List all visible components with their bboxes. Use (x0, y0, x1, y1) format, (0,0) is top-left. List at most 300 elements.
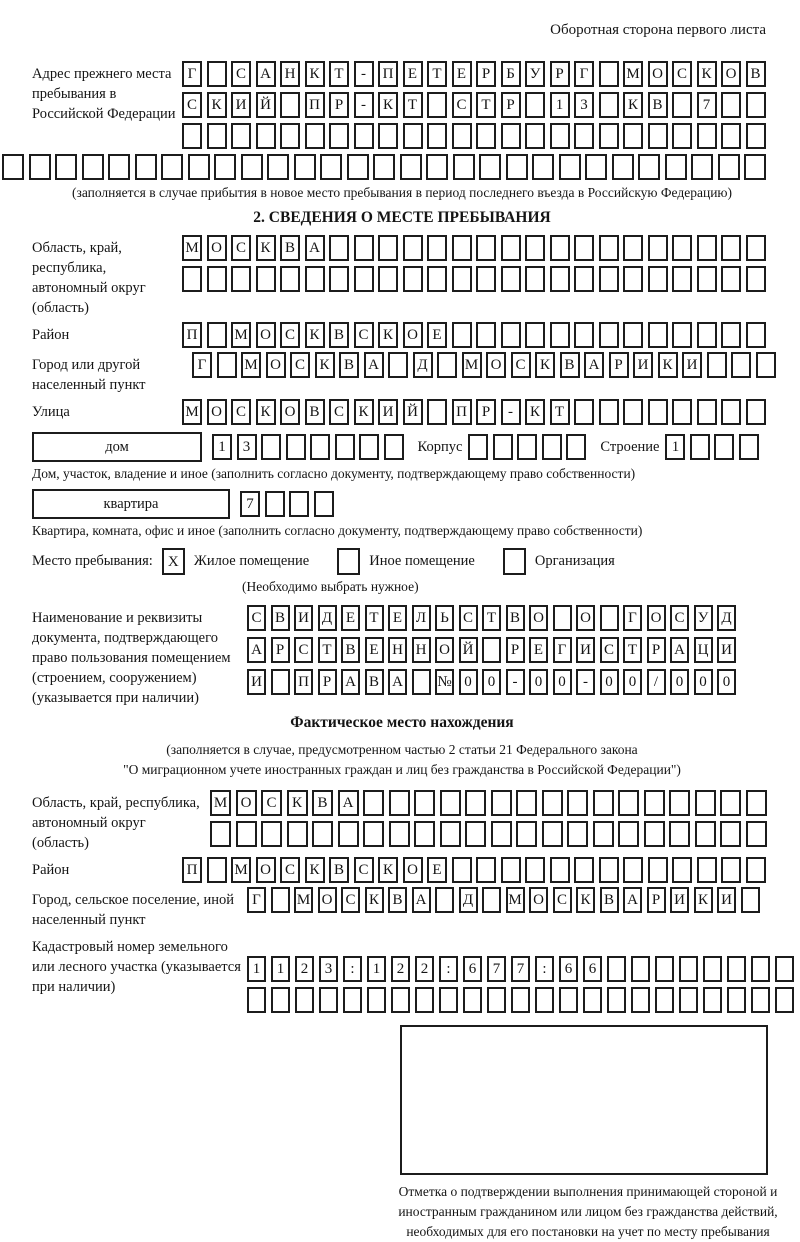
char-box[interactable]: П (182, 857, 202, 883)
char-box[interactable] (329, 235, 349, 261)
char-box[interactable] (599, 123, 619, 149)
char-box[interactable]: А (388, 669, 407, 695)
char-box[interactable] (487, 987, 506, 1013)
char-box[interactable] (721, 235, 741, 261)
char-box[interactable]: Г (182, 61, 202, 87)
char-box[interactable] (691, 154, 713, 180)
char-box[interactable]: Н (388, 637, 407, 663)
char-box[interactable] (452, 266, 472, 292)
char-box[interactable] (775, 956, 794, 982)
char-box[interactable]: : (439, 956, 458, 982)
char-box[interactable] (623, 266, 643, 292)
char-box[interactable] (599, 92, 619, 118)
char-box[interactable] (623, 123, 643, 149)
char-box[interactable]: С (231, 61, 251, 87)
char-box[interactable] (550, 322, 570, 348)
char-box[interactable] (525, 92, 545, 118)
char-box[interactable] (476, 322, 496, 348)
char-box[interactable] (207, 266, 227, 292)
char-box[interactable]: М (182, 235, 202, 261)
char-box[interactable] (427, 92, 447, 118)
char-box[interactable]: В (339, 352, 359, 378)
char-box[interactable]: Н (412, 637, 431, 663)
char-box[interactable] (669, 790, 690, 816)
char-box[interactable]: О (280, 399, 300, 425)
char-box[interactable] (559, 154, 581, 180)
char-box[interactable]: К (256, 235, 276, 261)
char-box[interactable]: О (236, 790, 257, 816)
char-box[interactable] (746, 92, 766, 118)
char-box[interactable] (714, 434, 734, 460)
char-box[interactable]: В (365, 669, 384, 695)
char-box[interactable] (493, 434, 513, 460)
char-box[interactable] (427, 235, 447, 261)
char-box[interactable] (721, 92, 741, 118)
char-box[interactable] (583, 987, 602, 1013)
char-box[interactable] (476, 857, 496, 883)
char-box[interactable]: Р (318, 669, 337, 695)
char-box[interactable] (690, 434, 710, 460)
char-box[interactable] (746, 821, 767, 847)
char-box[interactable] (378, 123, 398, 149)
char-box[interactable]: Б (501, 61, 521, 87)
char-box[interactable] (535, 987, 554, 1013)
char-box[interactable] (388, 352, 408, 378)
char-box[interactable]: К (525, 399, 545, 425)
char-box[interactable]: 0 (623, 669, 642, 695)
char-box[interactable] (412, 669, 431, 695)
char-box[interactable] (607, 956, 626, 982)
char-box[interactable] (403, 235, 423, 261)
char-box[interactable] (363, 821, 384, 847)
char-box[interactable]: Т (550, 399, 570, 425)
char-box[interactable] (354, 235, 374, 261)
char-box[interactable] (525, 123, 545, 149)
char-box[interactable]: О (207, 399, 227, 425)
char-box[interactable] (672, 857, 692, 883)
char-box[interactable]: 7 (240, 491, 260, 517)
char-box[interactable]: С (294, 637, 313, 663)
char-box[interactable]: С (670, 605, 689, 631)
char-box[interactable] (746, 790, 767, 816)
char-box[interactable] (482, 637, 501, 663)
char-box[interactable]: Г (553, 637, 572, 663)
char-box[interactable] (648, 123, 668, 149)
char-box[interactable] (29, 154, 51, 180)
char-box[interactable]: О (529, 887, 548, 913)
char-box[interactable]: В (271, 605, 290, 631)
char-box[interactable]: О (256, 322, 276, 348)
char-box[interactable] (476, 235, 496, 261)
char-box[interactable] (501, 123, 521, 149)
char-box[interactable]: К (623, 92, 643, 118)
char-box[interactable]: А (623, 887, 642, 913)
char-box[interactable] (256, 123, 276, 149)
char-box[interactable]: - (354, 92, 374, 118)
char-box[interactable]: Д (318, 605, 337, 631)
char-box[interactable] (721, 123, 741, 149)
char-box[interactable]: С (182, 92, 202, 118)
char-box[interactable] (400, 154, 422, 180)
char-box[interactable] (403, 266, 423, 292)
char-box[interactable] (623, 399, 643, 425)
char-box[interactable] (542, 821, 563, 847)
char-box[interactable] (435, 887, 454, 913)
char-box[interactable] (389, 821, 410, 847)
char-box[interactable]: О (256, 857, 276, 883)
char-box[interactable] (2, 154, 24, 180)
char-box[interactable]: К (305, 322, 325, 348)
char-box[interactable] (672, 235, 692, 261)
char-box[interactable] (415, 987, 434, 1013)
char-box[interactable] (439, 987, 458, 1013)
char-box[interactable]: Ц (694, 637, 713, 663)
char-box[interactable] (648, 857, 668, 883)
char-box[interactable]: Е (427, 322, 447, 348)
char-box[interactable]: М (294, 887, 313, 913)
char-box[interactable]: С (261, 790, 282, 816)
char-box[interactable] (491, 790, 512, 816)
char-box[interactable]: С (280, 322, 300, 348)
char-box[interactable]: И (633, 352, 653, 378)
char-box[interactable]: Г (623, 605, 642, 631)
char-box[interactable]: М (623, 61, 643, 87)
char-box[interactable] (697, 399, 717, 425)
char-box[interactable] (672, 322, 692, 348)
char-box[interactable] (476, 123, 496, 149)
char-box[interactable]: А (247, 637, 266, 663)
char-box[interactable]: - (501, 399, 521, 425)
char-box[interactable] (648, 399, 668, 425)
char-box[interactable] (648, 235, 668, 261)
char-box[interactable]: 0 (553, 669, 572, 695)
char-box[interactable]: Р (647, 637, 666, 663)
char-box[interactable] (217, 352, 237, 378)
char-box[interactable] (517, 434, 537, 460)
char-box[interactable]: К (256, 399, 276, 425)
char-box[interactable]: И (294, 605, 313, 631)
char-box[interactable] (182, 266, 202, 292)
char-box[interactable]: Р (647, 887, 666, 913)
char-box[interactable] (363, 790, 384, 816)
char-box[interactable] (465, 790, 486, 816)
char-box[interactable]: О (266, 352, 286, 378)
char-box[interactable]: Д (413, 352, 433, 378)
char-box[interactable]: К (287, 790, 308, 816)
char-box[interactable]: И (717, 637, 736, 663)
char-box[interactable] (599, 235, 619, 261)
char-box[interactable] (501, 266, 521, 292)
char-box[interactable]: К (305, 61, 325, 87)
char-box[interactable]: С (280, 857, 300, 883)
char-box[interactable]: К (697, 61, 717, 87)
char-box[interactable]: 0 (600, 669, 619, 695)
char-box[interactable] (256, 266, 276, 292)
char-box[interactable]: Т (403, 92, 423, 118)
char-box[interactable] (574, 266, 594, 292)
char-box[interactable]: Е (427, 857, 447, 883)
char-box[interactable]: В (341, 637, 360, 663)
char-box[interactable]: 0 (529, 669, 548, 695)
char-box[interactable] (727, 987, 746, 1013)
char-box[interactable]: 6 (583, 956, 602, 982)
char-box[interactable]: В (329, 857, 349, 883)
char-box[interactable]: К (365, 887, 384, 913)
char-box[interactable]: С (290, 352, 310, 378)
char-box[interactable] (644, 790, 665, 816)
char-box[interactable]: А (305, 235, 325, 261)
char-box[interactable] (665, 154, 687, 180)
char-box[interactable]: М (210, 790, 231, 816)
char-box[interactable]: М (231, 322, 251, 348)
char-box[interactable] (329, 266, 349, 292)
char-box[interactable]: 2 (391, 956, 410, 982)
char-box[interactable] (440, 790, 461, 816)
char-box[interactable] (566, 434, 586, 460)
char-box[interactable] (182, 123, 202, 149)
char-box[interactable] (585, 154, 607, 180)
char-box[interactable]: Т (427, 61, 447, 87)
char-box[interactable]: У (694, 605, 713, 631)
char-box[interactable] (280, 92, 300, 118)
char-box[interactable] (289, 491, 309, 517)
char-box[interactable] (550, 266, 570, 292)
char-box[interactable] (236, 821, 257, 847)
char-box[interactable] (378, 266, 398, 292)
char-box[interactable] (479, 154, 501, 180)
checkbox-residential[interactable]: X (162, 548, 185, 575)
char-box[interactable]: Р (609, 352, 629, 378)
char-box[interactable]: И (682, 352, 702, 378)
char-box[interactable]: О (435, 637, 454, 663)
char-box[interactable]: И (231, 92, 251, 118)
char-box[interactable] (305, 266, 325, 292)
char-box[interactable] (559, 987, 578, 1013)
char-box[interactable]: Е (403, 61, 423, 87)
char-box[interactable] (294, 154, 316, 180)
char-box[interactable] (403, 123, 423, 149)
char-box[interactable]: 0 (459, 669, 478, 695)
char-box[interactable] (553, 605, 572, 631)
char-box[interactable] (623, 857, 643, 883)
char-box[interactable] (679, 987, 698, 1013)
char-box[interactable]: М (231, 857, 251, 883)
char-box[interactable]: Р (476, 61, 496, 87)
char-box[interactable]: Р (506, 637, 525, 663)
char-box[interactable] (618, 790, 639, 816)
char-box[interactable] (751, 987, 770, 1013)
char-box[interactable] (672, 266, 692, 292)
char-box[interactable]: Р (271, 637, 290, 663)
char-box[interactable]: В (329, 322, 349, 348)
char-box[interactable]: Н (280, 61, 300, 87)
char-box[interactable] (305, 123, 325, 149)
char-box[interactable] (751, 956, 770, 982)
char-box[interactable]: И (717, 887, 736, 913)
char-box[interactable] (271, 887, 290, 913)
char-box[interactable] (452, 857, 472, 883)
char-box[interactable]: 0 (670, 669, 689, 695)
char-box[interactable] (731, 352, 751, 378)
char-box[interactable]: М (462, 352, 482, 378)
char-box[interactable] (746, 857, 766, 883)
char-box[interactable] (427, 399, 447, 425)
char-box[interactable] (465, 821, 486, 847)
char-box[interactable] (286, 434, 306, 460)
char-box[interactable]: И (576, 637, 595, 663)
char-box[interactable]: 7 (487, 956, 506, 982)
char-box[interactable]: С (672, 61, 692, 87)
char-box[interactable] (280, 266, 300, 292)
char-box[interactable]: С (354, 857, 374, 883)
char-box[interactable] (261, 821, 282, 847)
char-box[interactable] (335, 434, 355, 460)
char-box[interactable] (265, 491, 285, 517)
char-box[interactable] (741, 887, 760, 913)
char-box[interactable]: С (459, 605, 478, 631)
char-box[interactable] (672, 92, 692, 118)
char-box[interactable]: Е (365, 637, 384, 663)
char-box[interactable] (414, 821, 435, 847)
char-box[interactable] (501, 322, 521, 348)
char-box[interactable] (697, 857, 717, 883)
char-box[interactable]: И (378, 399, 398, 425)
char-box[interactable]: Ь (435, 605, 454, 631)
char-box[interactable] (655, 956, 674, 982)
char-box[interactable]: С (511, 352, 531, 378)
char-box[interactable] (338, 821, 359, 847)
char-box[interactable] (655, 987, 674, 1013)
char-box[interactable]: Т (476, 92, 496, 118)
char-box[interactable] (440, 821, 461, 847)
char-box[interactable] (525, 322, 545, 348)
char-box[interactable] (623, 322, 643, 348)
char-box[interactable]: О (648, 61, 668, 87)
char-box[interactable] (427, 266, 447, 292)
char-box[interactable]: 2 (415, 956, 434, 982)
char-box[interactable] (574, 399, 594, 425)
char-box[interactable] (287, 821, 308, 847)
char-box[interactable] (516, 821, 537, 847)
char-box[interactable] (574, 123, 594, 149)
char-box[interactable]: О (529, 605, 548, 631)
char-box[interactable]: П (294, 669, 313, 695)
char-box[interactable]: С (354, 322, 374, 348)
char-box[interactable] (384, 434, 404, 460)
char-box[interactable] (241, 154, 263, 180)
char-box[interactable] (310, 434, 330, 460)
char-box[interactable]: К (535, 352, 555, 378)
char-box[interactable] (746, 322, 766, 348)
char-box[interactable] (720, 790, 741, 816)
char-box[interactable]: М (182, 399, 202, 425)
char-box[interactable] (188, 154, 210, 180)
char-box[interactable]: О (486, 352, 506, 378)
char-box[interactable]: Г (192, 352, 212, 378)
char-box[interactable] (55, 154, 77, 180)
char-box[interactable] (607, 987, 626, 1013)
char-box[interactable] (567, 821, 588, 847)
char-box[interactable] (550, 123, 570, 149)
char-box[interactable] (648, 322, 668, 348)
char-box[interactable] (214, 154, 236, 180)
char-box[interactable] (506, 154, 528, 180)
char-box[interactable] (319, 987, 338, 1013)
char-box[interactable] (359, 434, 379, 460)
char-box[interactable]: С (231, 235, 251, 261)
char-box[interactable]: В (305, 399, 325, 425)
char-box[interactable] (746, 235, 766, 261)
char-box[interactable]: Й (256, 92, 276, 118)
char-box[interactable] (721, 857, 741, 883)
char-box[interactable] (108, 154, 130, 180)
char-box[interactable]: В (648, 92, 668, 118)
char-box[interactable]: С (247, 605, 266, 631)
char-box[interactable] (618, 821, 639, 847)
char-box[interactable]: О (647, 605, 666, 631)
char-box[interactable]: Д (717, 605, 736, 631)
char-box[interactable]: 7 (511, 956, 530, 982)
char-box[interactable] (389, 790, 410, 816)
char-box[interactable] (271, 987, 290, 1013)
char-box[interactable] (525, 266, 545, 292)
char-box[interactable]: / (647, 669, 666, 695)
char-box[interactable]: У (525, 61, 545, 87)
char-box[interactable] (452, 235, 472, 261)
char-box[interactable] (452, 123, 472, 149)
char-box[interactable] (669, 821, 690, 847)
char-box[interactable]: С (341, 887, 360, 913)
char-box[interactable] (320, 154, 342, 180)
char-box[interactable] (280, 123, 300, 149)
char-box[interactable] (542, 434, 562, 460)
char-box[interactable]: А (364, 352, 384, 378)
char-box[interactable]: О (207, 235, 227, 261)
char-box[interactable]: В (746, 61, 766, 87)
char-box[interactable]: Е (452, 61, 472, 87)
char-box[interactable]: № (435, 669, 454, 695)
char-box[interactable] (491, 821, 512, 847)
char-box[interactable] (231, 266, 251, 292)
char-box[interactable] (550, 235, 570, 261)
char-box[interactable] (267, 154, 289, 180)
char-box[interactable]: Й (403, 399, 423, 425)
char-box[interactable]: К (694, 887, 713, 913)
char-box[interactable] (437, 352, 457, 378)
char-box[interactable] (756, 352, 776, 378)
char-box[interactable] (463, 987, 482, 1013)
char-box[interactable] (599, 61, 619, 87)
char-box[interactable]: Т (623, 637, 642, 663)
checkbox-other-premises[interactable] (337, 548, 360, 575)
char-box[interactable] (329, 123, 349, 149)
char-box[interactable]: 3 (574, 92, 594, 118)
char-box[interactable]: А (341, 669, 360, 695)
char-box[interactable]: С (231, 399, 251, 425)
char-box[interactable] (501, 235, 521, 261)
char-box[interactable] (414, 790, 435, 816)
char-box[interactable] (718, 154, 740, 180)
char-box[interactable] (354, 123, 374, 149)
char-box[interactable]: 1 (247, 956, 266, 982)
char-box[interactable]: 2 (295, 956, 314, 982)
char-box[interactable] (599, 857, 619, 883)
char-box[interactable]: А (256, 61, 276, 87)
char-box[interactable]: К (315, 352, 335, 378)
char-box[interactable]: 1 (550, 92, 570, 118)
char-box[interactable] (721, 266, 741, 292)
char-box[interactable] (721, 399, 741, 425)
